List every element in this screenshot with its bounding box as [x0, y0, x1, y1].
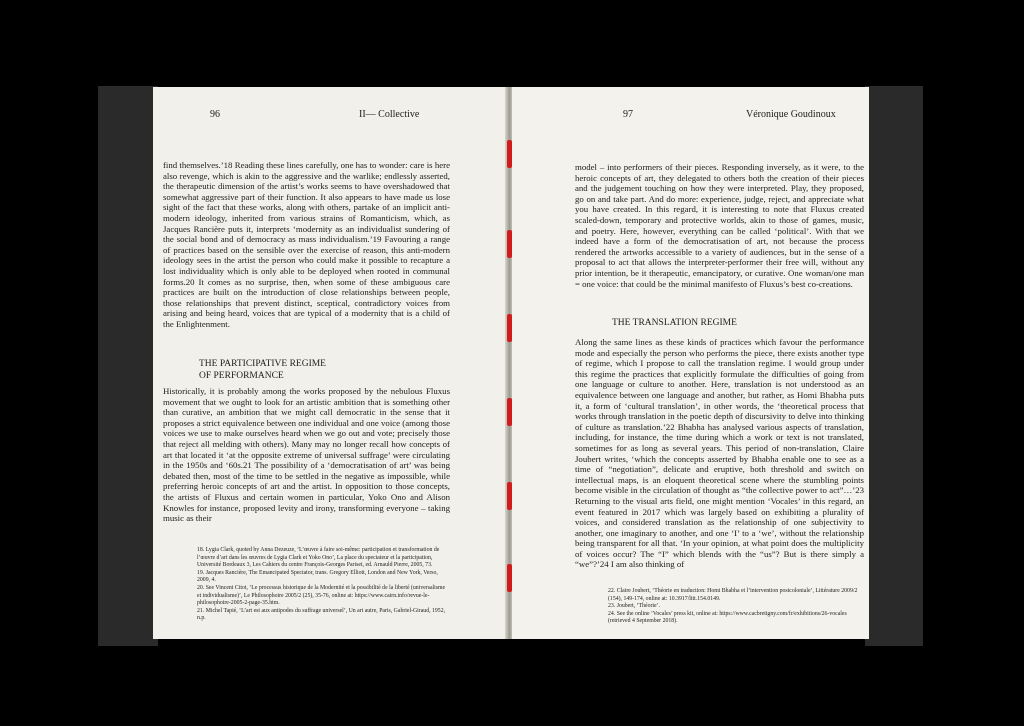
left-page	[153, 87, 509, 639]
left-body-paragraph-1: find themselves.’18 Reading these lines carefully, one has to wonder: care is here also revenge, which is akin to the aggressive and the warlike; endlessly asserted, the therapeutic dimension of the artist’s works seems to have overshadowed that somewhat aggressive part of their function. It also appears to have made us lose sight of the fact that these works, along with others, partake of an implicit anti-modern ideology, inherited from various strains of Romanticism, which, as Jacques Rancière puts it, interprets ‘modernity as an individualist sundering of the social bond and of democracy as mass individualism.’19 Favouring a range of practices based on the sensible over the exercise of reason, this anti-modern ideology sees in the artist the person who could make it possible to recapture a lost individuality which is only able to be deployed when rooted in communal forms.20 It comes as no surprise, then, when some of these ambiguous care practices are built on the introduction of close relationships between people, those relationships that prevent distinct, sceptical, contradictory voices from arising and being heard, voices that are typical of a modernity that is a child of the Enlightenment.	[163, 160, 450, 329]
footnote-19: 19. Jacques Rancière, The Emancipated Spectator, trans. Gregory Elliott, London and New York, Verso, 2009, 4.	[197, 569, 438, 584]
right-body-paragraph-1: model – into performers of their pieces. Responding inversely, as it were, to the heroic concepts of art, they delegated to others both the creation of their pieces and the judgement touching on how they were interpreted. Play, they proposed, go on and take part. And do more: experience, judge, reject, and appreciate what you have created. In this regard, it is interesting to note that Fluxus created scaled-down, temporary and protective worlds, akin to those of games, music, and poetry. Here, however, everything can be called ‘political’. With that we indeed have a form of the democratisation of art, not because the process rendered the artworks accessible to a variety of audiences, but in the sense of a proposal to act that allows the interpreter-performer their free will, without any prior intention, be it therapeutic, emancipatory, or curative. One woman/one man = one voice: that could be the minimal manifesto of Fluxus’s best co-creations.	[575, 162, 864, 289]
footnote-21: 21. Michel Tapié, ‘L’art est aux antipodes du suffrage universel’, Un art autre, Paris, Gabriel-Giraud, 1952, n.p.	[197, 607, 446, 622]
right-page	[512, 87, 869, 639]
footnote-23: 23. Joubert, ‘Théorie’.	[608, 603, 660, 610]
book-cover-right	[865, 86, 923, 646]
section-heading-participative: THE PARTICIPATIVE REGIME OF PERFORMANCE	[199, 359, 326, 381]
right-body-paragraph-2: Along the same lines as these kinds of practices which favour the performance mode and especially the person who performs the piece, there exists another type of regime, which I propose to call the translation regime. I would group under this regime the practices that explicitly formulate the difficulties of going from one language or culture to another. Here, translation is not understood as an equivalence between one language and another, but rather, as Homi Bhabha puts it, a form of ‘cultural translation’, in other words, the ‘theoretical process that works through translation in the poetic depth of discursivity to delve into thinking of culture as translation.’22 Bhabha has analysed various aspects of translation, including, for instance, the time during which a work or text is not translated, sometimes for as long as several years. This period of non-translation, Claire Joubert writes, ‘which the concepts asserted by Bhabha enable one to see as a time of “negotiation”, delicate and eruptive, both threshold and switch on intellectual maps, is an eloquent theoretical scene where the stumbling points become visible in the circulation of thought as “the collective power to act”…’23 Returning to the visual arts field, one might mention ‘Vocales’ in this regard, an event featured in 2017 which was largely based on exhibiting a plurality of voices, and considered translation as the relationship of one subjectivity to another, one imaginary to another, and one ‘I’ to a ‘we’, without the relationship being transparent for all that. ‘In your opinion, at what point does the multiplicity of voices occur? The “I” which blends with the “us”? But is there simply a “we”?’24 I am also thinking of	[575, 337, 864, 570]
left-footnotes	[197, 547, 447, 623]
section-heading-translation: THE TRANSLATION REGIME	[612, 318, 737, 328]
footnote-22: 22. Claire Joubert, ‘Théorie en traduction: Homi Bhabha et l’intervention postcoloniale’, Littérature 2009/2 (154), 149-174, online at: 10.3917/litt.154.0149.	[608, 588, 858, 602]
footnote-18: 18. Lygia Clark, quoted by Anna Dezeuze, ‘L’œuvre à faire soi-même: participation et transformation de l’œuvre d’art dans les œuvres de Lygia Clark et Yoko Ono’, La place du spectateur et la participation, Université Bordeaux 3, Les Cahiers du centre François-Georges Pariset, ed. Arnauld Pierre, 2005, 73.	[197, 547, 440, 569]
page-number-left: 96	[210, 109, 220, 120]
footnote-20: 20. See Vincent Citot, ‘Le processus historique de la Modernité et la possibilité de la liberté (universalisme et individualisme)’, Le Philosophoire 2005/2 (25), 35-76, online at: https://www.cairn.info/revue-le-philosophoire-2005-2-page-35.htm.	[197, 584, 446, 607]
page-number-right: 97	[623, 109, 633, 120]
running-head-left: II— Collective	[359, 109, 420, 120]
right-footnotes	[608, 588, 862, 626]
footnote-24: 24. See the online ‘Vocales’ press kit, online at: https://www.cacbretigny.com/fr/exhibitions/26-vocales (retrieved 4 September 2018).	[608, 610, 847, 625]
left-body-paragraph-2: Historically, it is probably among the works proposed by the nebulous Fluxus movement that we ought to look for an artistic ambition that is something other than curative, an ambition that we might call democratic in the sense that it proposes a strict equivalence between one individual and one voice (among those voices we use to make ourselves heard when we go out and vote; precisely those that reject all melding with others). Many may no longer recall how concepts of art that located it ‘at the opposite extreme of universal suffrage’ were circulating in the 1950s and ‘60s.21 The possibility of a ‘democratisation of art’ was being debated then, most of the time to be settled in the negative as impossible, while preferring heroic concepts of art and the artist. In opposition to those concepts, the artists of Fluxus and certain women in particular, Yoko Ono and Alison Knowles for instance, proposed levity and irony, transforming everyone – taking music as their	[163, 386, 450, 524]
book-cover-left	[98, 86, 158, 646]
running-head-right: Véronique Goudinoux	[746, 109, 836, 120]
